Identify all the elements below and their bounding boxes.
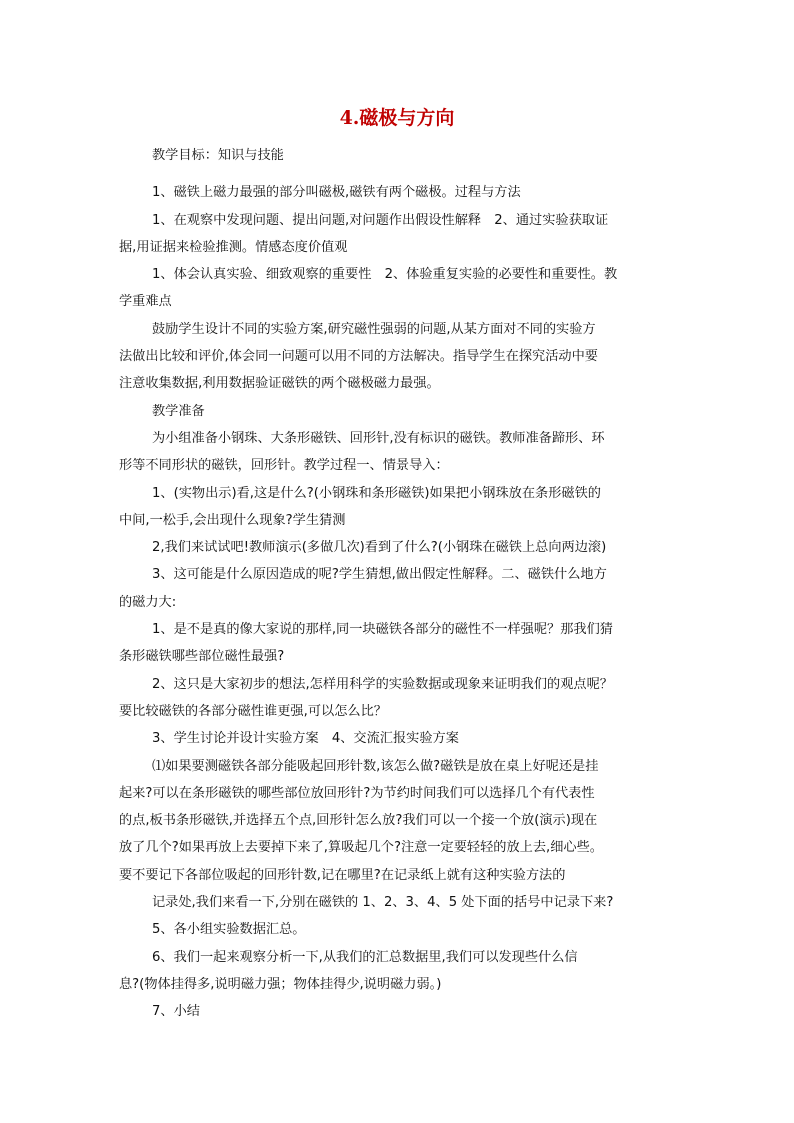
- page-title: 4.磁极与方向: [339, 107, 455, 129]
- paragraph-line: 教学目标：知识与技能: [152, 148, 284, 163]
- paragraph-line: 据,用证据来检验推测。情感态度价值观: [119, 239, 348, 255]
- paragraph-line: 1、(实物出示)看,这是什么?(小钢珠和条形磁铁)如果把小钢珠放在条形磁铁的: [152, 485, 601, 501]
- paragraph-line: 记录处,我们来看一下,分别在磁铁的 1、2、3、4、5 处下面的括号中记录下来?: [152, 895, 614, 911]
- paragraph-line: 的磁力大:: [119, 594, 177, 610]
- paragraph-line: 鼓励学生设计不同的实验方案,研究磁性强弱的问题,从某方面对不同的实验方: [152, 321, 596, 337]
- paragraph-line: 中间,一松手,会出现什么现象?学生猜测: [119, 512, 346, 528]
- document-body: [119, 142, 677, 1026]
- paragraph-line: 为小组准备小钢珠、大条形磁铁、回形针,没有标识的磁铁。教师准备蹄形、环: [152, 430, 605, 446]
- paragraph-line: 6、我们一起来观察分析一下,从我们的汇总数据里,我们可以发现些什么信: [152, 949, 578, 965]
- paragraph-line: 息?(物体挂得多,说明磁力强；物体挂得少,说明磁力弱。): [119, 976, 442, 992]
- paragraph-line: 3、这可能是什么原因造成的呢?学生猜想,做出假定性解释。二、磁铁什么地方: [152, 567, 607, 583]
- paragraph-line: 5、各小组实验数据汇总。: [152, 922, 306, 938]
- paragraph-line: 1、在观察中发现问题、提出问题,对问题作出假设性解释 2、通过实验获取证: [152, 212, 609, 228]
- paragraph-line: 1、磁铁上磁力最强的部分叫磁极,磁铁有两个磁极。过程与方法: [152, 185, 521, 201]
- paragraph-spacer: [119, 169, 677, 179]
- paragraph-line: 形等不同形状的磁铁，回形针。教学过程一、情景导入：: [119, 458, 449, 474]
- paragraph-line: 1、是不是真的像大家说的那样,同一块磁铁各部分的磁性不一样强呢？那我们猜: [152, 622, 613, 638]
- paragraph-line: 教学准备: [152, 403, 205, 419]
- paragraph-line: 注意收集数据,利用数据验证磁铁的两个磁极磁力最强。: [119, 376, 440, 392]
- paragraph-line: 条形磁铁哪些部位磁性最强?: [119, 649, 285, 665]
- paragraph-line: ⑴如果要测磁铁各部分能吸起回形针数,该怎么做?磁铁是放在桌上好呢还是挂: [152, 758, 599, 774]
- paragraph-line: 法做出比较和评价,体会同一问题可以用不同的方法解决。指导学生在探究活动中要: [119, 349, 598, 365]
- paragraph-line: 3、学生讨论并设计实验方案 4、交流汇报实验方案: [152, 731, 459, 747]
- paragraph-line: 1、体会认真实验、细致观察的重要性 2、体验重复实验的必要性和重要性。教: [152, 267, 618, 283]
- paragraph-line: 放了几个?如果再放上去要掉下来了,算吸起几个?注意一定要轻轻的放上去,细心些。: [119, 840, 603, 856]
- paragraph-line: 起来?可以在条形磁铁的哪些部位放回形针?为节约时间我们可以选择几个有代表性: [119, 785, 595, 801]
- paragraph-line: 7、小结: [152, 1004, 200, 1020]
- paragraph-line: 要比较磁铁的各部分磁性谁更强,可以怎么比？: [119, 703, 387, 719]
- paragraph-line: 的点,板书条形磁铁,并选择五个点,回形针怎么放?我们可以一个接一个放(演示)现在: [119, 813, 598, 829]
- paragraph-line: 学重难点: [119, 294, 172, 310]
- paragraph-line: 2、这只是大家初步的想法,怎样用科学的实验数据或现象来证明我们的观点呢？: [152, 676, 613, 692]
- paragraph-line: 要不要记下各部位吸起的回形针数,记在哪里?在记录纸上就有这种实验方法的: [119, 867, 566, 883]
- paragraph-line: 2,我们来试试吧!教师演示(多做几次)看到了什么?(小钢珠在磁铁上总向两边滚): [152, 540, 607, 556]
